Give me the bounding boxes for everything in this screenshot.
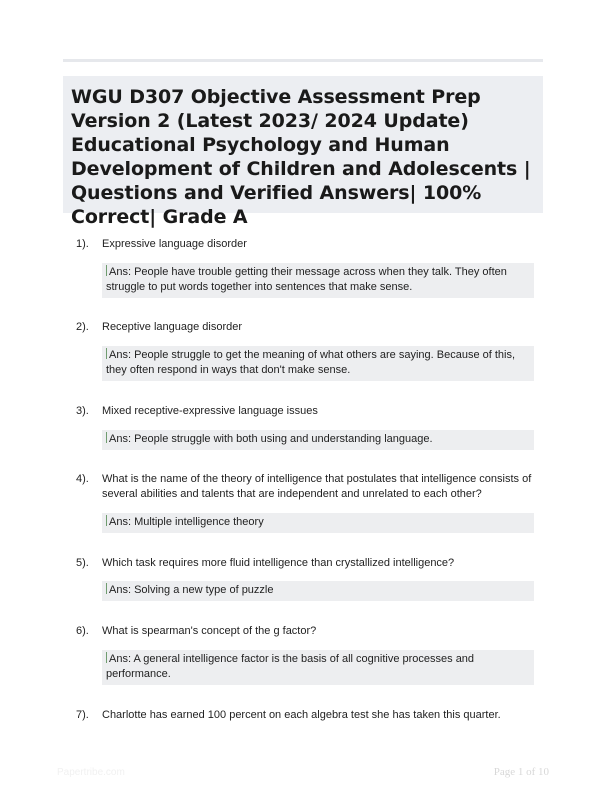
question-text: What is the name of the theory of intelligence that postulates that intelligence consists of several abilities and talents that are independent and unrelated to each other? [102,473,532,500]
answer-box [102,346,534,381]
question-text: Expressive language disorder [102,238,247,250]
question-text: Which task requires more fluid intelligence than crystallized intelligence? [102,557,455,569]
answer-text: Ans: Multiple intelligence theory [109,516,264,528]
top-divider [63,59,543,62]
answer-text: Ans: Solving a new type of puzzle [109,584,274,596]
question-text: Charlotte has earned 100 percent on each algebra test she has taken this quarter. [102,709,501,721]
answer-marker [106,515,107,526]
document-title: WGU D307 Objective Assessment Prep Version 2 (Latest 2023/ 2024 Update) Educational Psychology and Human Development of Children and Adolescents | Questions and Verified Answers| 100% Correct| Grade A [71,86,531,228]
answer-text: Ans: A general intelligence factor is the basis of all cognitive processes and performance. [106,653,475,680]
question-number: 4). [76,473,89,485]
title-box [63,76,543,228]
answer-box [102,650,534,685]
answer-text: Ans: People have trouble getting their message across when they talk. They often struggle to put words together into sentences that make sense. [106,266,507,293]
question-number: 7). [76,709,89,721]
answer-marker [106,652,107,663]
question-text: Receptive language disorder [102,321,243,333]
answer-marker [106,348,107,359]
answer-marker [106,432,107,443]
question-number: 3). [76,405,89,417]
question-number: 2). [76,321,89,333]
question-number: 6). [76,625,89,637]
question-text: Mixed receptive-expressive language issues [102,405,318,417]
question-number: 1). [76,238,89,250]
answer-text: Ans: People struggle to get the meaning of what others are saying. Because of this, they often respond in ways that don't make sense. [106,349,516,376]
answer-text: Ans: People struggle with both using and understanding language. [109,433,433,445]
question-text: What is spearman's concept of the g factor? [102,625,317,637]
answer-marker [106,583,107,594]
footer-watermark: Papertribe.com [57,767,125,778]
answer-marker [106,265,107,276]
answer-box [102,430,534,450]
answer-box [102,513,534,533]
answer-box [102,263,534,298]
question-number: 5). [76,557,89,569]
page-indicator: Page 1 of 10 [493,766,549,778]
answer-box [102,581,534,601]
